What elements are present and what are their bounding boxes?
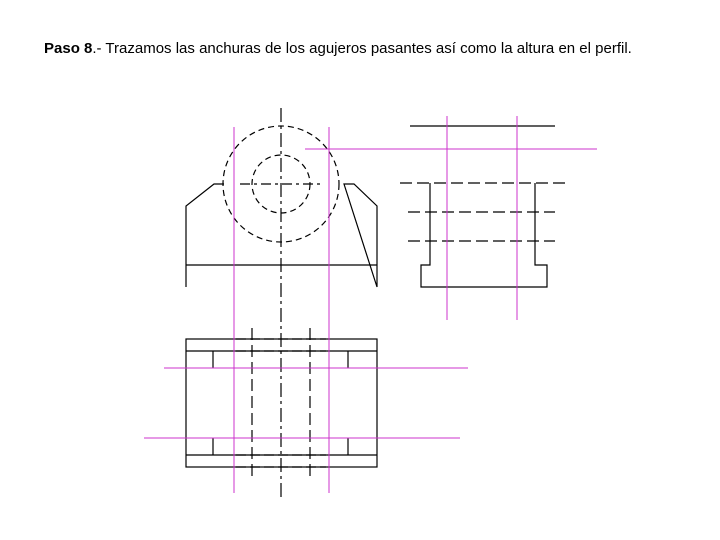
step-description: .- Trazamos las anchuras de los agujeros pasantes así como la altura en el perfil.	[92, 40, 632, 57]
side-view	[400, 126, 570, 287]
side-view-outline	[421, 183, 547, 287]
step-label: Paso 8	[44, 40, 93, 57]
construction-lines	[144, 116, 597, 493]
